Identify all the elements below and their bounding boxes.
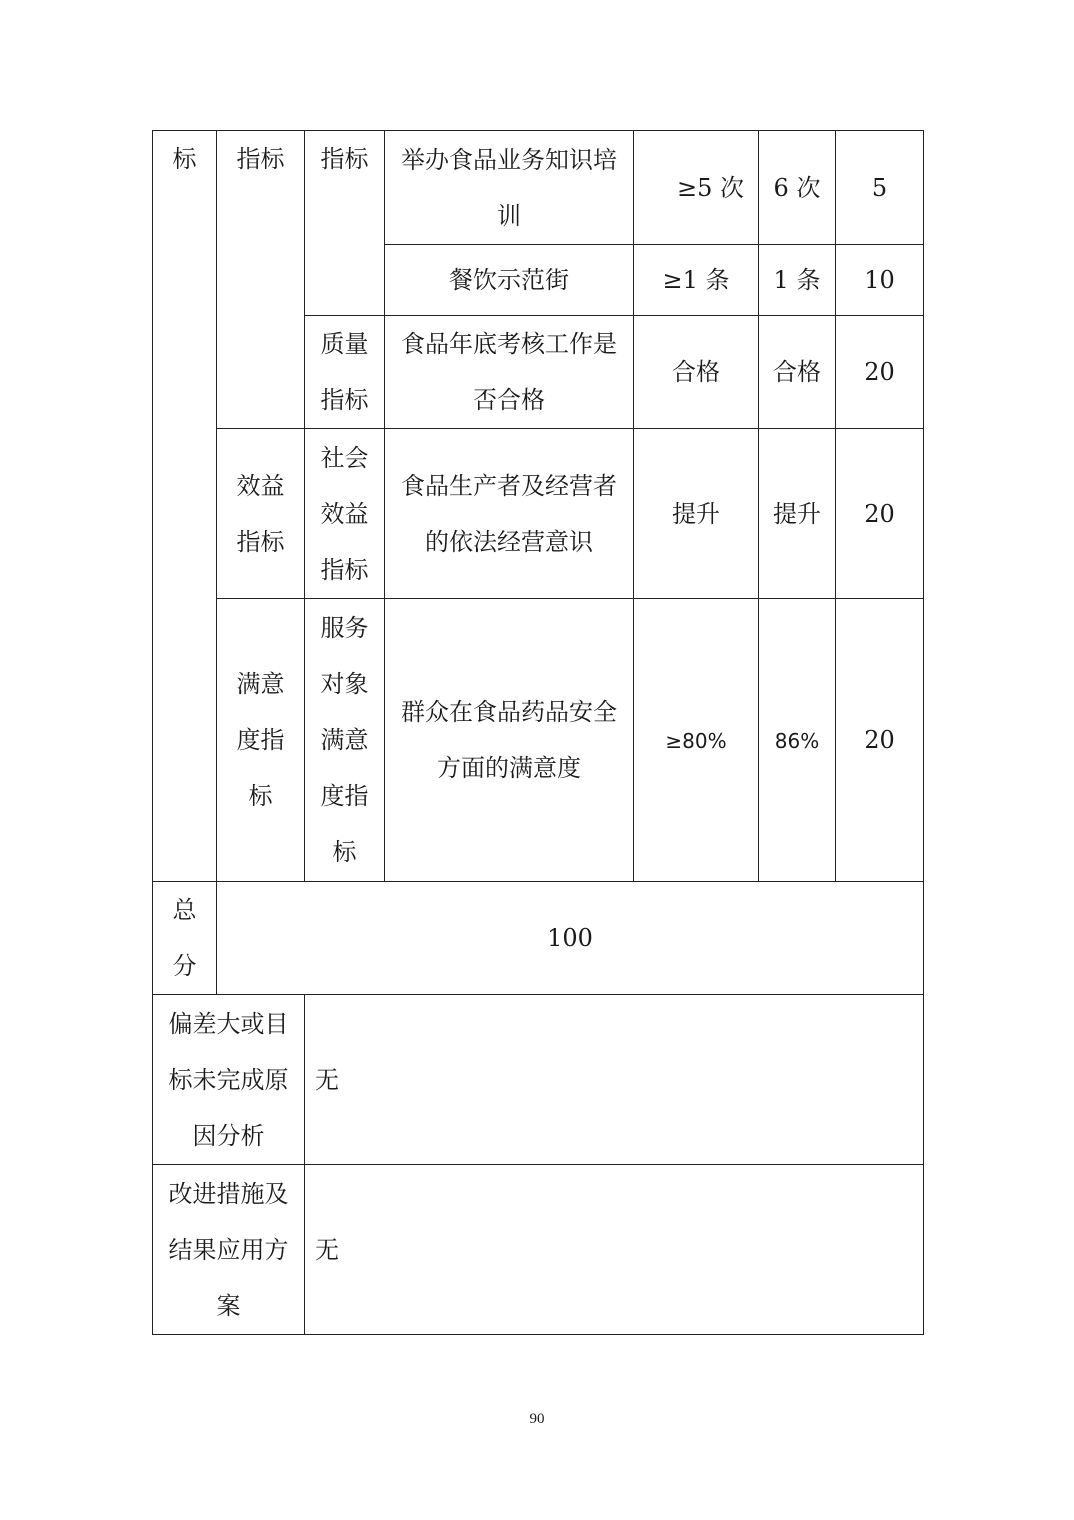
page-number: 90 bbox=[529, 1411, 545, 1427]
secondary-indicator-cell-service bbox=[305, 599, 385, 882]
primary-indicator-label-satisfaction: 满意度指标 bbox=[236, 670, 285, 810]
improvement-label-cell bbox=[153, 1165, 305, 1335]
indicator-desc-compliance: 食品生产者及经营者的依法经营意识 bbox=[401, 471, 617, 556]
secondary-indicator-label-service: 服务对象满意度指标 bbox=[320, 614, 369, 866]
actual-value-cell bbox=[759, 429, 836, 599]
score-food-street: 10 bbox=[864, 266, 895, 294]
actual-value-cell bbox=[759, 599, 836, 882]
primary-indicator-label-benefit: 效益指标 bbox=[236, 471, 285, 556]
total-value: 100 bbox=[547, 924, 593, 952]
indicator-desc-cell bbox=[385, 245, 634, 316]
category-label-tail: 标 bbox=[172, 145, 197, 173]
indicator-desc-cell bbox=[385, 599, 634, 882]
score-assessment: 20 bbox=[864, 358, 895, 386]
actual-value-cell bbox=[759, 316, 836, 429]
primary-indicator-cell-tail bbox=[217, 131, 305, 429]
deviation-value: 无 bbox=[315, 1065, 339, 1094]
secondary-indicator-cell-quantity bbox=[305, 131, 385, 316]
indicator-desc-satisfaction: 群众在食品药品安全方面的满意度 bbox=[401, 698, 617, 782]
actual-value-cell bbox=[759, 245, 836, 316]
indicator-desc-assessment: 食品年底考核工作是否合格 bbox=[401, 330, 617, 414]
indicator-desc-cell bbox=[385, 429, 634, 599]
score-compliance: 20 bbox=[864, 499, 895, 528]
target-value-assessment: 合格 bbox=[672, 358, 720, 386]
actual-value-food-street: 1 条 bbox=[773, 266, 821, 294]
total-label: 总分 bbox=[172, 896, 197, 980]
indicator-desc-training: 举办食品业务知识培训 bbox=[401, 145, 617, 230]
target-value-food-street: ≥1 条 bbox=[662, 266, 730, 294]
score-cell bbox=[836, 131, 924, 245]
score-cell bbox=[836, 245, 924, 316]
deviation-label: 偏差大或目标未完成原因分析 bbox=[168, 1009, 289, 1150]
score-training: 5 bbox=[871, 173, 888, 202]
category-cell-tail bbox=[153, 131, 217, 882]
target-value-cell bbox=[634, 316, 759, 429]
actual-value-training: 6 次 bbox=[773, 173, 821, 202]
target-value-cell bbox=[634, 429, 759, 599]
deviation-label-cell bbox=[153, 995, 305, 1165]
target-value-cell bbox=[634, 599, 759, 882]
primary-indicator-label-tail: 指标 bbox=[236, 145, 285, 173]
total-value-cell bbox=[217, 882, 924, 995]
actual-value-cell bbox=[759, 131, 836, 245]
score-cell bbox=[836, 316, 924, 429]
indicator-desc-food-street: 餐饮示范街 bbox=[449, 266, 569, 294]
score-satisfaction: 20 bbox=[864, 726, 895, 754]
evaluation-table bbox=[152, 130, 924, 1335]
secondary-indicator-label-social: 社会效益指标 bbox=[320, 443, 369, 584]
actual-value-compliance: 提升 bbox=[773, 499, 821, 528]
secondary-indicator-cell-quality bbox=[305, 316, 385, 429]
target-value-satisfaction: ≥80% bbox=[665, 728, 727, 753]
indicator-desc-cell bbox=[385, 131, 634, 245]
secondary-indicator-label-quality: 质量指标 bbox=[320, 330, 369, 414]
target-value-cell bbox=[634, 131, 759, 245]
deviation-value-cell bbox=[305, 995, 924, 1165]
improvement-value-cell bbox=[305, 1165, 924, 1335]
primary-indicator-cell-satisfaction bbox=[217, 599, 305, 882]
target-value-cell bbox=[634, 245, 759, 316]
secondary-indicator-label-quantity: 指标 bbox=[320, 145, 369, 173]
primary-indicator-cell-benefit bbox=[217, 429, 305, 599]
improvement-label: 改进措施及结果应用方案 bbox=[168, 1179, 289, 1320]
total-label-cell bbox=[153, 882, 217, 995]
target-value-training: ≥5 次 bbox=[676, 173, 744, 202]
indicator-desc-cell bbox=[385, 316, 634, 429]
score-cell bbox=[836, 599, 924, 882]
improvement-value: 无 bbox=[315, 1235, 339, 1264]
score-cell bbox=[836, 429, 924, 599]
actual-value-satisfaction: 86% bbox=[774, 728, 820, 753]
actual-value-assessment: 合格 bbox=[773, 358, 821, 386]
secondary-indicator-cell-social bbox=[305, 429, 385, 599]
target-value-compliance: 提升 bbox=[672, 499, 720, 528]
